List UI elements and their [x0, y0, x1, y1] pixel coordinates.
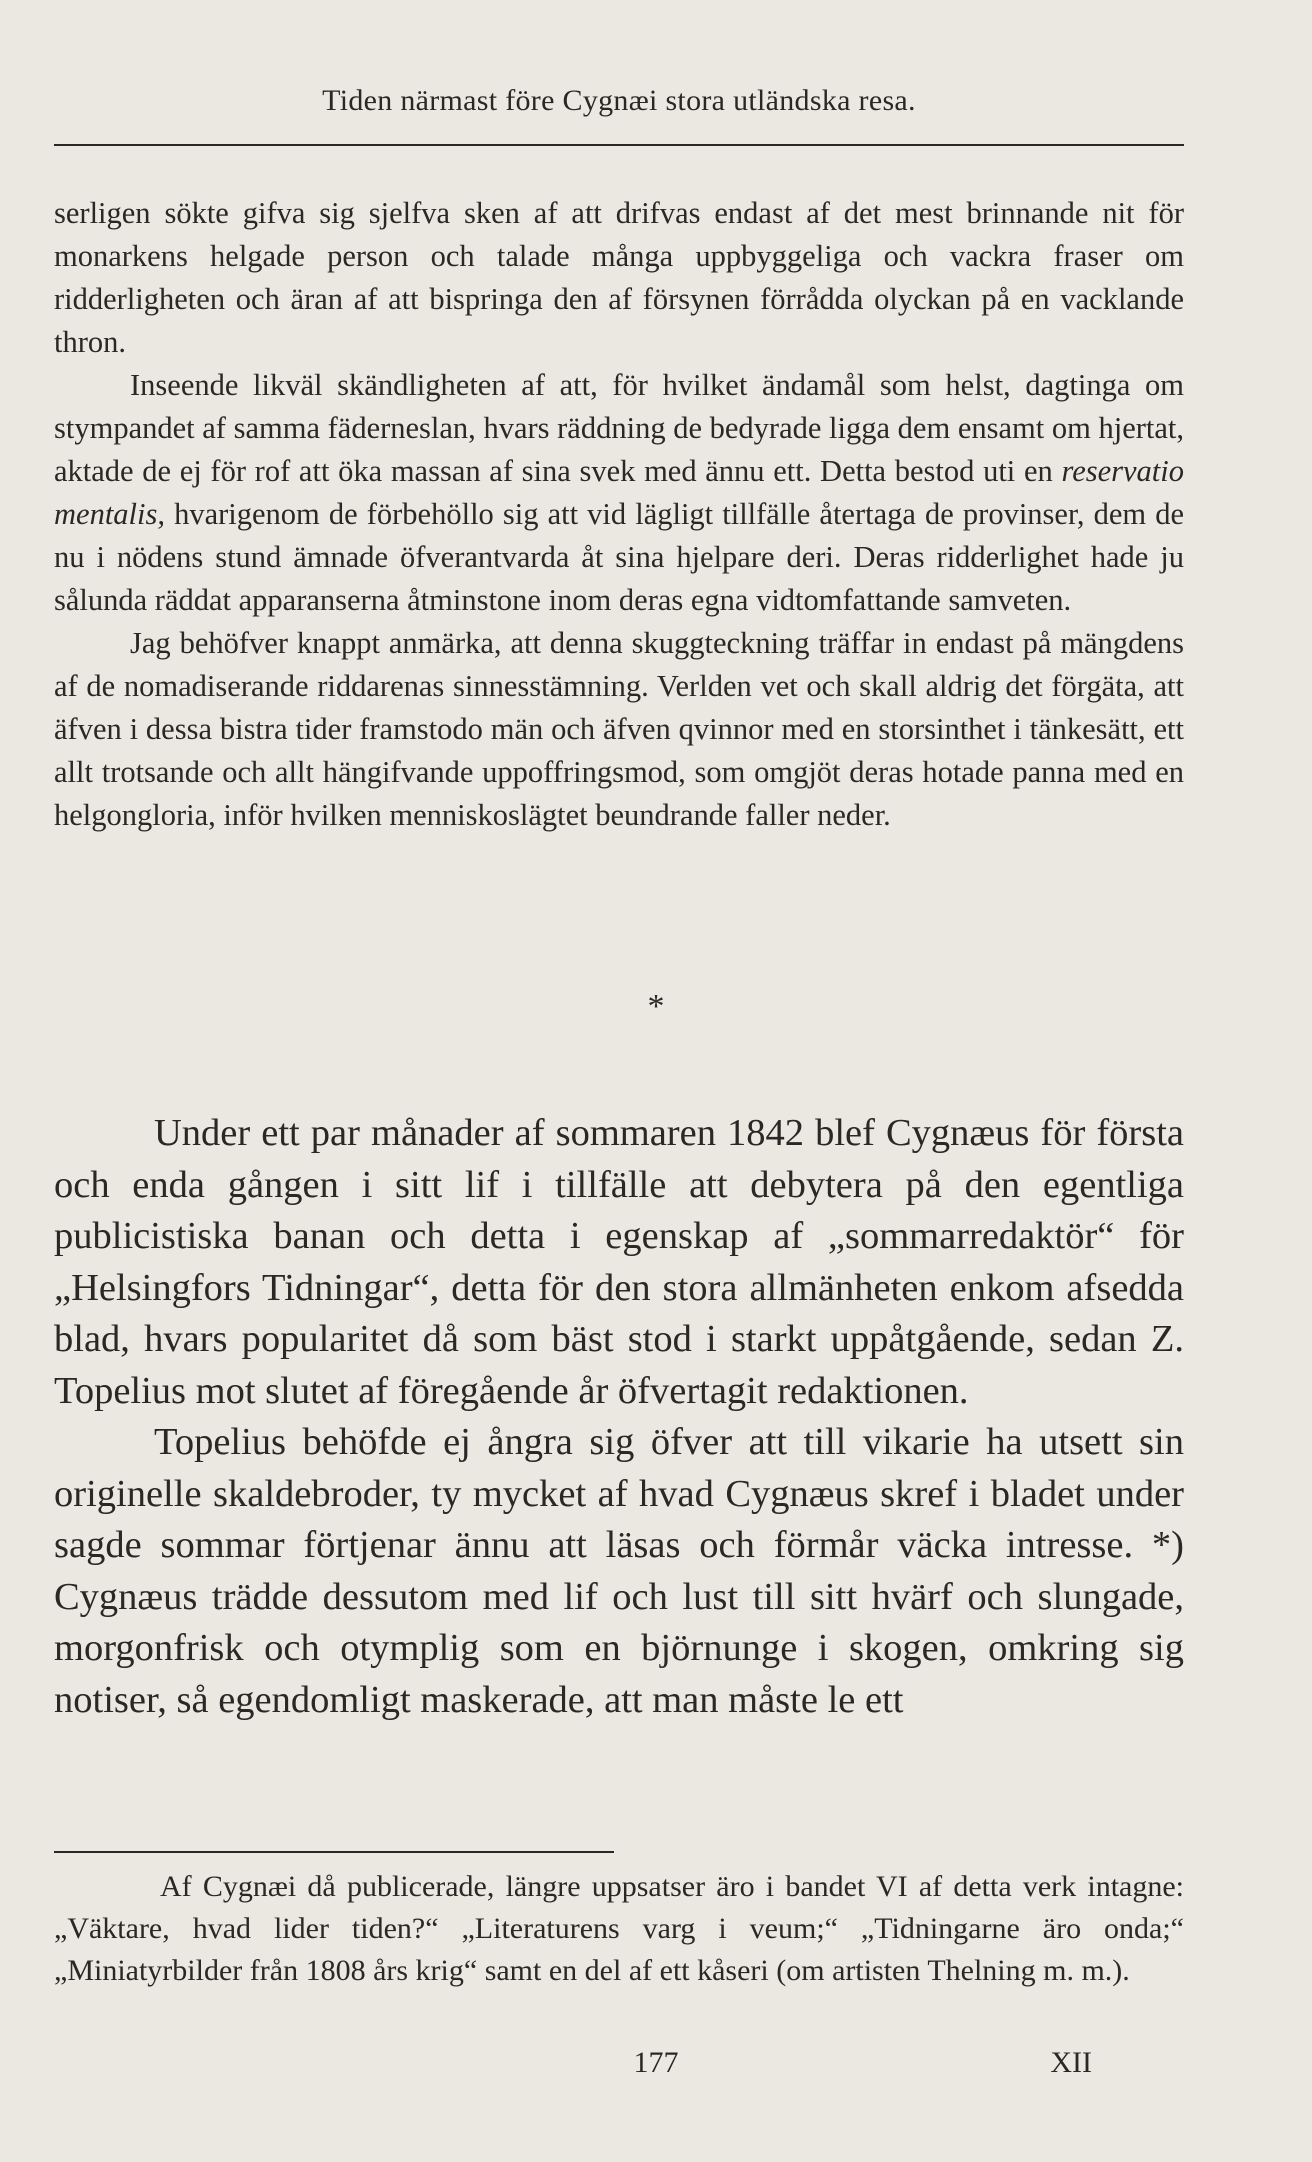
paragraph-text: hvarigenom de förbehöllo sig att vid lägligt tillfälle återtaga de provinser, dem de nu i nödens stund ämnade öfverantvarda åt sina hjelpare deri. Deras ridderlighet hade ju sålunda räddat apparanserna åtminstone inom deras egna vidtomfattande samveten.: [54, 497, 1184, 617]
footnote-rule: [54, 1851, 614, 1853]
paragraph: Jag behöfver knappt anmärka, att denna skuggteckning träffar in endast på mängdens af de nomadiserande riddarenas sinnesstämning. Verlden vet och skall aldrig det förgäta, att äfven i dessa bistra tider framstodo män och äfven qvinnor med en storsinthet i tänkesätt, ett allt trotsande och allt hängifvande uppoffringsmod, som omgjöt deras hotade panna med en helgongloria, inför hvilken menniskoslägtet beundrande faller neder.: [54, 626, 1184, 832]
paragraph-continuation: serligen sökte gifva sig sjelfva sken af att drifvas endast af det mest brinnande nit för monarkens helgade person och talade många uppbyggeliga och vackra fraser om ridderligheten och äran af att bispringa den af försynen förrådda olyckan på en vacklande thron.: [54, 196, 1184, 359]
small-print-section: [54, 192, 1184, 837]
paragraph: [54, 364, 1184, 622]
footnote: [54, 1866, 1184, 1992]
section-separator: *: [647, 988, 665, 1025]
paragraph: Under ett par månader af sommaren 1842 blef Cygnæus för första och enda gången i sitt lif i tillfälle att debytera på den egentliga publicistiska banan och detta i egenskap af „sommarredaktör“ för „Helsingfors Tidningar“, detta för den stora allmänheten enkom afsedda blad, hvars popularitet då som bäst stod i starkt uppåtgående, sedan Z. Topelius mot slutet af föregående år öfvertagit redaktionen.: [54, 1112, 1184, 1412]
main-text-section: [54, 1108, 1184, 1726]
signature-mark: XII: [1050, 2046, 1092, 2079]
running-header: Tiden närmast före Cygnæi stora utländska resa.: [322, 84, 916, 117]
header-rule: [54, 144, 1184, 146]
paragraph: Topelius behöfde ej ångra sig öfver att till vikarie ha utsett sin originelle skaldebroder, ty mycket af hvad Cygnæus skref i bladet under sagde sommar förtjenar ännu att läsas och förmår väcka intresse. *) Cygnæus trädde dessutom med lif och lust till sitt hvärf och slungade, morgonfrisk och otymplig som en björnunge i skogen, omkring sig notiser, så egendomligt maskerade, att man måste le ett: [54, 1421, 1184, 1721]
paragraph-text: Inseende likväl skändligheten af att, för hvilket ändamål som helst, dagtinga om stympandet af samma fäderneslan, hvars räddning de bedyrade ligga dem ensamt om hjertat, aktade de ej för rof att öka massan af sina svek med ännu ett. Detta bestod uti en: [54, 368, 1184, 488]
latin-term: reservatio mentalis,: [54, 454, 1184, 531]
page-number: 177: [633, 2046, 679, 2079]
footnote-text: Af Cygnæi då publicerade, längre uppsatser äro i bandet VI af detta verk intagne: „Väktare, hvad lider tiden?“ „Literaturens varg i veum;“ „Tidningarne äro onda;“ „Miniatyrbilder från 1808 års krig“ samt en del af ett kåseri (om artisten Thelning m. m.).: [54, 1870, 1184, 1987]
